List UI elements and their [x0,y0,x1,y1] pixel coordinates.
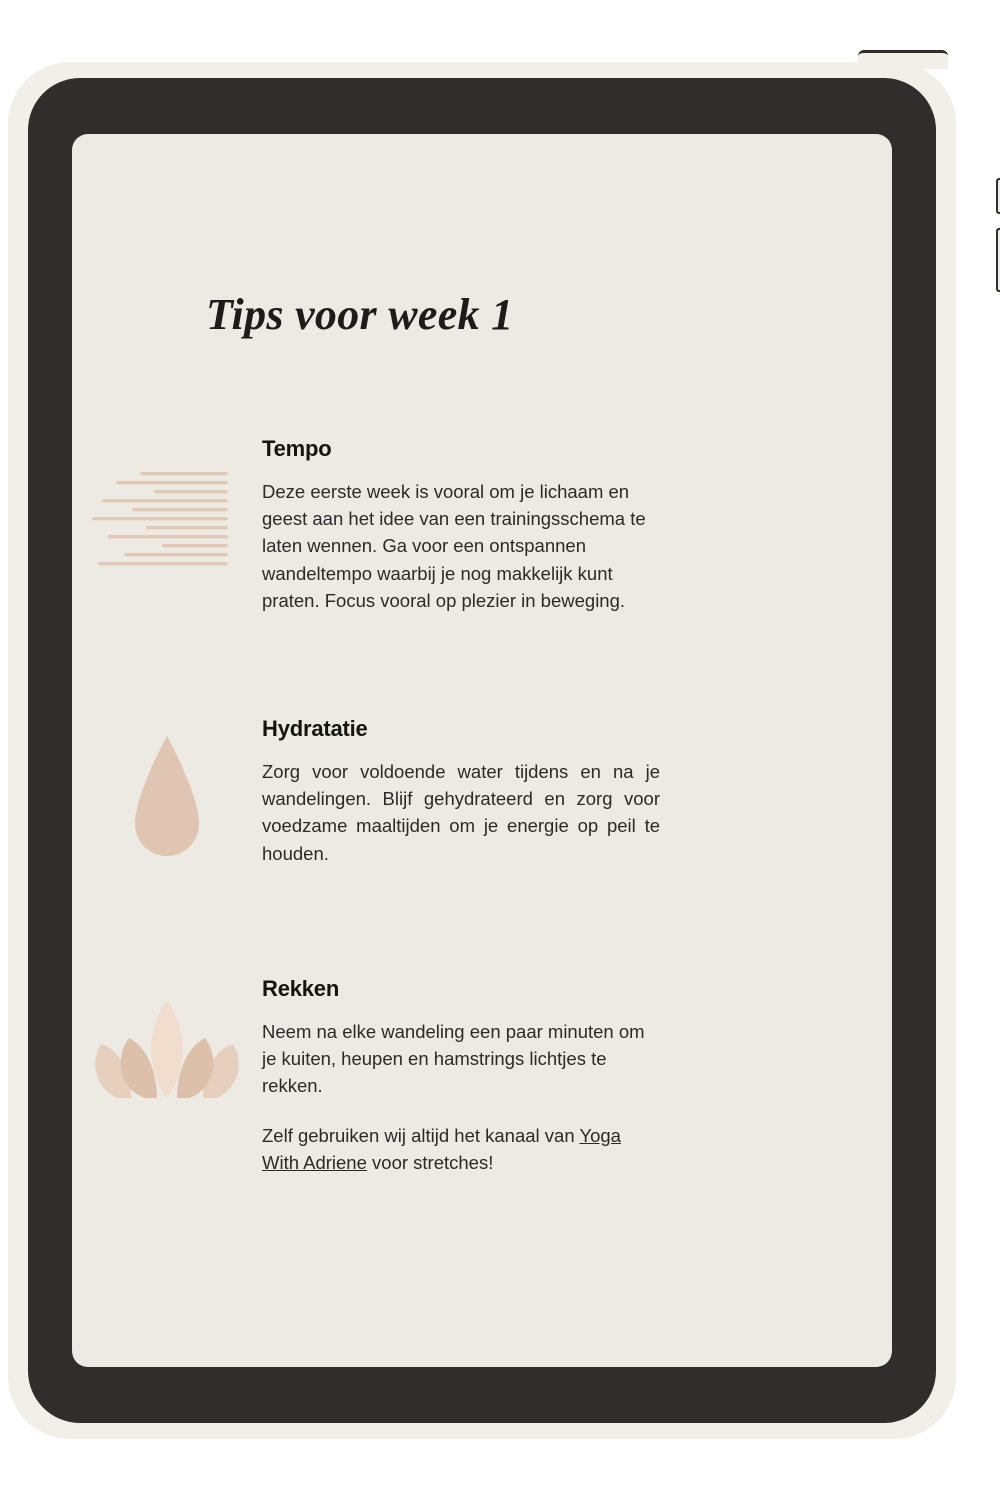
lotus-flower-icon [72,994,262,1114]
tip-paragraph-rekken-closing [262,1122,660,1176]
document-page [72,134,892,1367]
tablet-bezel [28,78,936,1423]
tip-text-tempo [262,434,660,614]
speed-lines-icon [72,470,262,575]
tip-paragraph-hydratatie: Zorg voor voldoende water tijdens en na je wandelingen. Blijf gehydrateerd en zorg voor voedzame maaltijden om je energie op peil te houden. [262,760,660,864]
tip-heading-tempo: Tempo [262,436,332,461]
closing-prefix-text: Zelf gebruiken wij altijd het kanaal van [262,1124,580,1146]
tablet-screen [72,134,892,1367]
tip-paragraph-tempo: Deze eerste week is vooral om je lichaam en geest aan het idee van een trainingsschema te laten wennen. Ga voor een ontspannen wandeltempo waarbij je nog makkelijk kunt praten. Focus vooral op plezier in beweging. [262,481,646,611]
tip-text-hydratatie [262,714,660,867]
tablet-volume-up-button[interactable] [996,178,1000,214]
yoga-with-adriene-link[interactable]: Yoga With Adriene [262,1124,621,1173]
tip-text-rekken [262,974,660,1176]
tip-item-hydratatie [72,714,892,872]
tip-item-rekken [72,974,892,1176]
tip-item-tempo [72,434,892,614]
tip-heading-rekken: Rekken [262,975,340,1001]
tip-paragraph-rekken: Neem na elke wandeling een paar minuten om je kuiten, heupen en hamstrings lichtjes te rekken. [262,1020,645,1097]
water-drop-icon [72,732,262,872]
tablet-outer-shell [8,62,956,1439]
tip-heading-hydratatie: Hydratatie [262,715,368,741]
page-title: Tips voor week 1 [206,290,514,340]
closing-suffix-text: voor stretches! [366,1151,494,1173]
tips-list [72,434,892,1176]
tablet-volume-down-button[interactable] [996,228,1000,292]
